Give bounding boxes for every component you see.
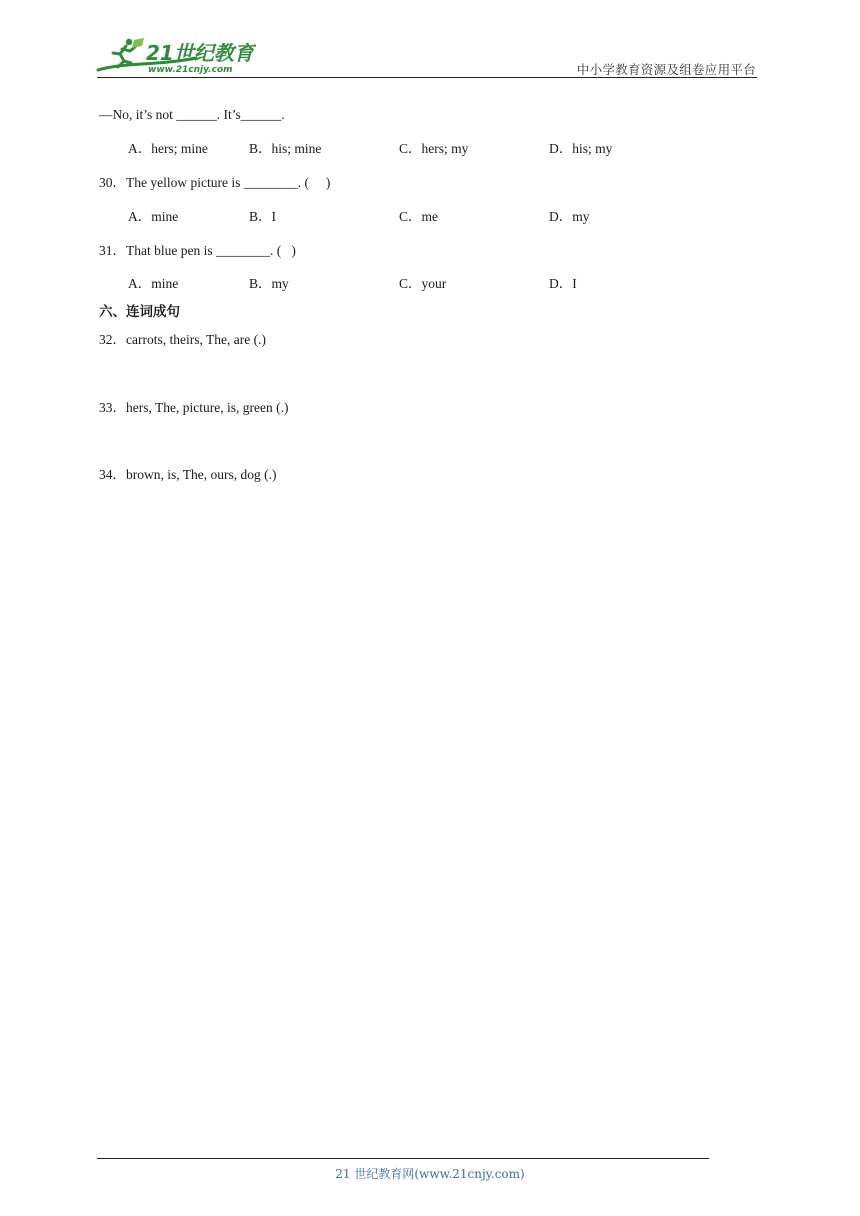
footer-site-text: 21 世纪教育网(www.21cnjy.com) bbox=[335, 1167, 525, 1181]
section-6-heading: 六、连词成句 bbox=[99, 304, 180, 320]
question-30-option-d: D．my bbox=[549, 209, 590, 224]
question-29-stem: —No, it’s not ______. It’s______. bbox=[99, 107, 285, 122]
header-platform-name: 中小学教育资源及组卷应用平台 bbox=[576, 62, 756, 77]
question-30-stem: 30．The yellow picture is ________. ( ) bbox=[99, 175, 331, 190]
question-31-stem: 31．That blue pen is ________. ( ) bbox=[99, 243, 296, 258]
question-30-option-a: A．mine bbox=[128, 209, 179, 224]
site-logo bbox=[96, 36, 256, 78]
runner-logo-icon bbox=[96, 36, 256, 78]
question-30-option-c: C．me bbox=[399, 209, 438, 224]
question-31-option-b: B．my bbox=[249, 276, 289, 291]
question-31-option-d: D．I bbox=[549, 276, 577, 291]
logo-url: www.21cnjy.com bbox=[148, 65, 233, 75]
header-divider bbox=[97, 77, 757, 78]
question-29-option-d: D．his; my bbox=[549, 141, 613, 156]
question-29-option-b: B．his; mine bbox=[249, 141, 322, 156]
logo-wordmark: 21世纪教育 bbox=[146, 41, 254, 65]
question-34: 34．brown, is, The, ours, dog (.) bbox=[99, 467, 277, 482]
footer-divider bbox=[97, 1158, 709, 1159]
question-32: 32．carrots, theirs, The, are (.) bbox=[99, 332, 266, 347]
question-33: 33．hers, The, picture, is, green (.) bbox=[99, 400, 289, 415]
question-31-option-a: A．mine bbox=[128, 276, 179, 291]
question-29-option-c: C．hers; my bbox=[399, 141, 469, 156]
question-30-option-b: B．I bbox=[249, 209, 276, 224]
question-31-option-c: C．your bbox=[399, 276, 447, 291]
question-29-option-a: A．hers; mine bbox=[128, 141, 208, 156]
